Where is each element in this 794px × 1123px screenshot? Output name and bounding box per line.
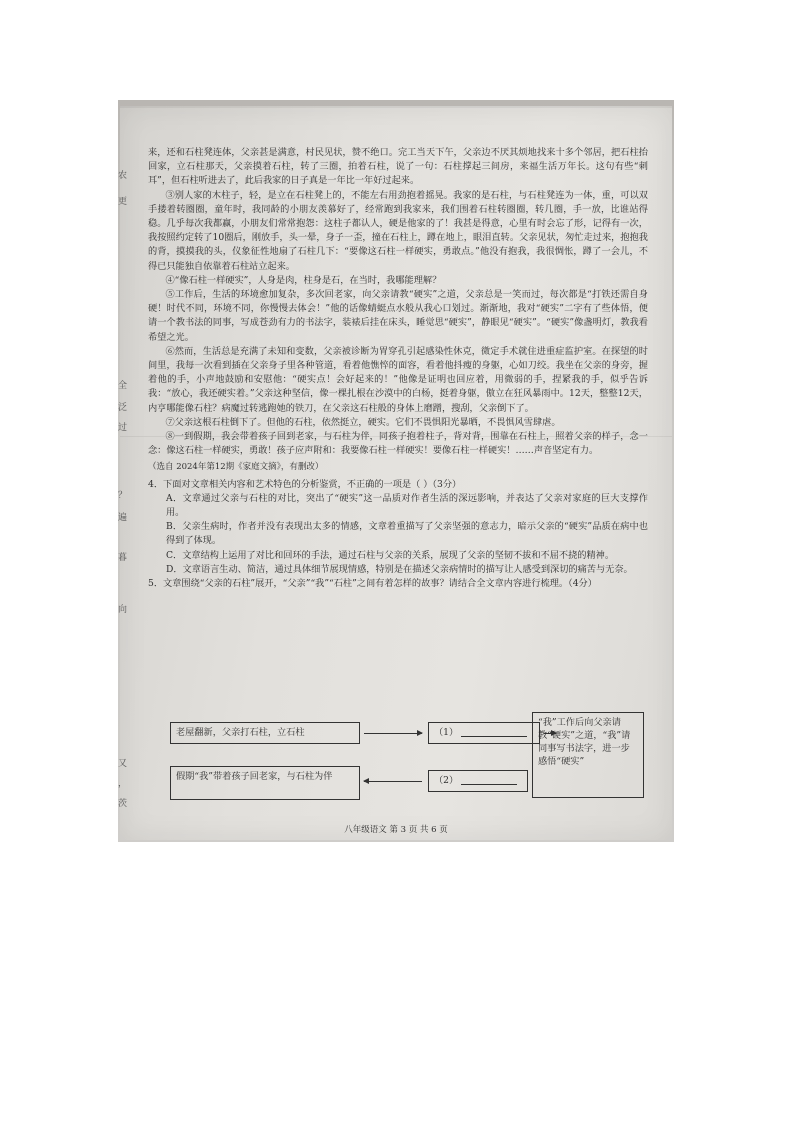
diagram-blank-2	[428, 770, 528, 792]
margin-char: 泛	[118, 403, 128, 413]
paragraph-5: ⑤工作后，生活的环境愈加复杂，多次回老家，向父亲请教“硬实”之道，父亲总是一笑而过，每次都是“打铁还需自身硬！时代不同，环境不同，你慢慢去体会！”他的话像蜻蜓点水般从我心口划过。渐渐地，我对“硬实”二字有了些体悟，便请一个教书法的同事，写成苍劲有力的书法字，装裱后挂在床头，睡觉思“硬实”，静眼见“硬实”。“硬实”像盏明灯，教我看希望之光。	[148, 289, 648, 343]
diagram-blank-1	[428, 722, 540, 744]
margin-char: ？	[118, 491, 128, 501]
margin-char: 茨	[118, 799, 128, 809]
paragraph-6: ⑥然而，生活总是充满了未知和变数，父亲被诊断为胃穿孔引起感染性休克，微定手术就住进重症监护室。在探望的时间里，我每一次看到插在父亲身子里各种管道，看着他憔悴的面容，看着他抖瘦的身躯，心如刀绞。我坐在父亲的身旁，握着他的手，小声地鼓励和安慰他：“硬实点！会好起来的！”他像是证明也回应着，用微弱的手，捏紧我的手，似乎告诉我：“放心，我还硬实着。”父亲这种坚信，像一棵扎根在沙漠中的白杨，挺着身躯，傲立在狂风暴雨中。12天，整整12天，内亨哪能像石柱？病魔过转逃跑她的铁刀，在父亲这石柱般的身体上磨蹭，搜刮，父亲倒下了。	[148, 345, 648, 414]
margin-char: 向	[118, 605, 128, 615]
margin-char: 遍	[118, 513, 128, 523]
blank-1-line	[461, 736, 527, 737]
paragraph-4: ④“像石柱一样硬实”，人身是肉，柱身是石，在当时，我哪能理解？	[165, 274, 442, 286]
margin-char: 过	[118, 423, 128, 433]
story-flow-diagram	[170, 716, 640, 816]
article-body	[148, 146, 648, 591]
article-source: （选自 2024年第12期《家庭文摘》，有删改）	[148, 462, 324, 473]
question-5-stem: 5．文章围绕“父亲的石柱”展开，“父亲”“我”“石柱”之间有着怎样的故事？请结合全文章内容进行梳理。（4分）	[148, 578, 597, 590]
question-4-option-b: B．父亲生病时，作者并没有表现出太多的情感，文章着重描写了父亲坚强的意志力，暗示父亲的“硬实”品质在病中也得到了体现。	[166, 521, 648, 547]
arrow-right-icon	[364, 733, 422, 734]
diagram-box-start: 老屋翻新，父亲打石柱，立石柱	[170, 722, 360, 744]
paragraph-3: ③别人家的木柱子，轻，是立在石柱凳上的，不能左右用劲抱着摇晃。我家的是石柱，与石柱凳连为一体，重，可以双手搂着转圈圈，童年时，我同龄的小朋友羡慕好了，经常跑到我家来，我们围着石柱转圈圈，转几圈，手一放，比谁站得稳。几乎每次我都赢，小朋友们常常抱怨：这柱子都认人，硬是他家的了！我甚是得意，心里有时会忘了形，记得有一次，我按照约定转了10圈后，刚放手，头一晕，身子一歪，撞在石柱上，蹲在地上，眼泪直转。父亲见状，匆忙走过来，抱抱我的背，摸摸我的头，仪象征性地扇了石柱几下：“要像这石柱一样硬实，勇敢点。”他没有抱我，我很惆怅，蹲了一会儿，不得已只能独自依靠着石柱站立起来。	[148, 189, 648, 272]
blank-2-line	[461, 784, 517, 785]
question-4-stem: 4．下面对文章相关内容和艺术特色的分析鉴赏，不正确的一项是（ ）（3分）	[148, 478, 462, 490]
margin-char: 更	[118, 197, 128, 207]
question-4-option-a: A．文章通过父亲与石柱的对比，突出了“硬实”这一品质对作者生活的深远影响，并表达了父亲对家庭的巨大支撑作用。	[166, 492, 648, 519]
paragraph-8: ⑧一到假期，我会带着孩子回到老家，与石柱为伴，同孩子抱着柱子，背对背，围靠在石柱上，照着父亲的样子，念一念：像这石柱一样硬实，勇敢！孩子应声附和：我要像石柱一样硬实！要像石柱一样硬实！……声音坚定有力。	[148, 431, 648, 457]
margin-char: 暮	[118, 553, 128, 563]
margin-char: 农	[118, 171, 128, 181]
margin-char: 全	[118, 381, 128, 391]
blank-1-label: （1）	[434, 727, 459, 738]
paper-edge	[120, 106, 672, 108]
exam-page	[120, 106, 672, 840]
blank-2-label: （2）	[434, 775, 459, 786]
diagram-box-end: 假期“我”带着孩子回老家，与石柱为伴	[170, 766, 360, 800]
page-footer: 八年级语文 第 3 页 共 6 页	[344, 825, 448, 835]
margin-char: 又	[118, 759, 128, 769]
paragraph-continued: 来，还和石柱凳连体，父亲甚是满意，村民见状，赞不绝口。完工当天下午，父亲边不厌其烦地找来十多个邻居，把石柱抬回家，立石柱那天，父亲摸着石柱，转了三圈，拍着石柱，说了一句：石柱撑起三间房，来福生活万年长。这句有些“刺耳”，但石柱听进去了，此后我家的日子真是一年比一年好过起来。	[148, 147, 648, 187]
diagram-box-right: “我”工作后向父亲请教“硬实”之道，“我”请同事写书法字，进一步感悟“硬实”	[532, 712, 644, 798]
question-4-option-c: C．文章结构上运用了对比和回环的手法，通过石柱与父亲的关系，展现了父亲的坚韧不拔和不屈不挠的精神。	[166, 549, 615, 561]
question-4-option-d: D．文章语言生动、简洁，通过具体细节展现情感，特别是在描述父亲病情时的描写让人感受到深切的痛苦与无奈。	[166, 563, 633, 575]
margin-char: ，	[118, 779, 128, 789]
arrow-left-icon	[364, 781, 422, 782]
paragraph-7: ⑦父亲这根石柱倒下了。但他的石柱，依然挺立，硬实。它们不畏惧阳光暴晒，不畏惧风雪肆虐。	[165, 416, 561, 428]
